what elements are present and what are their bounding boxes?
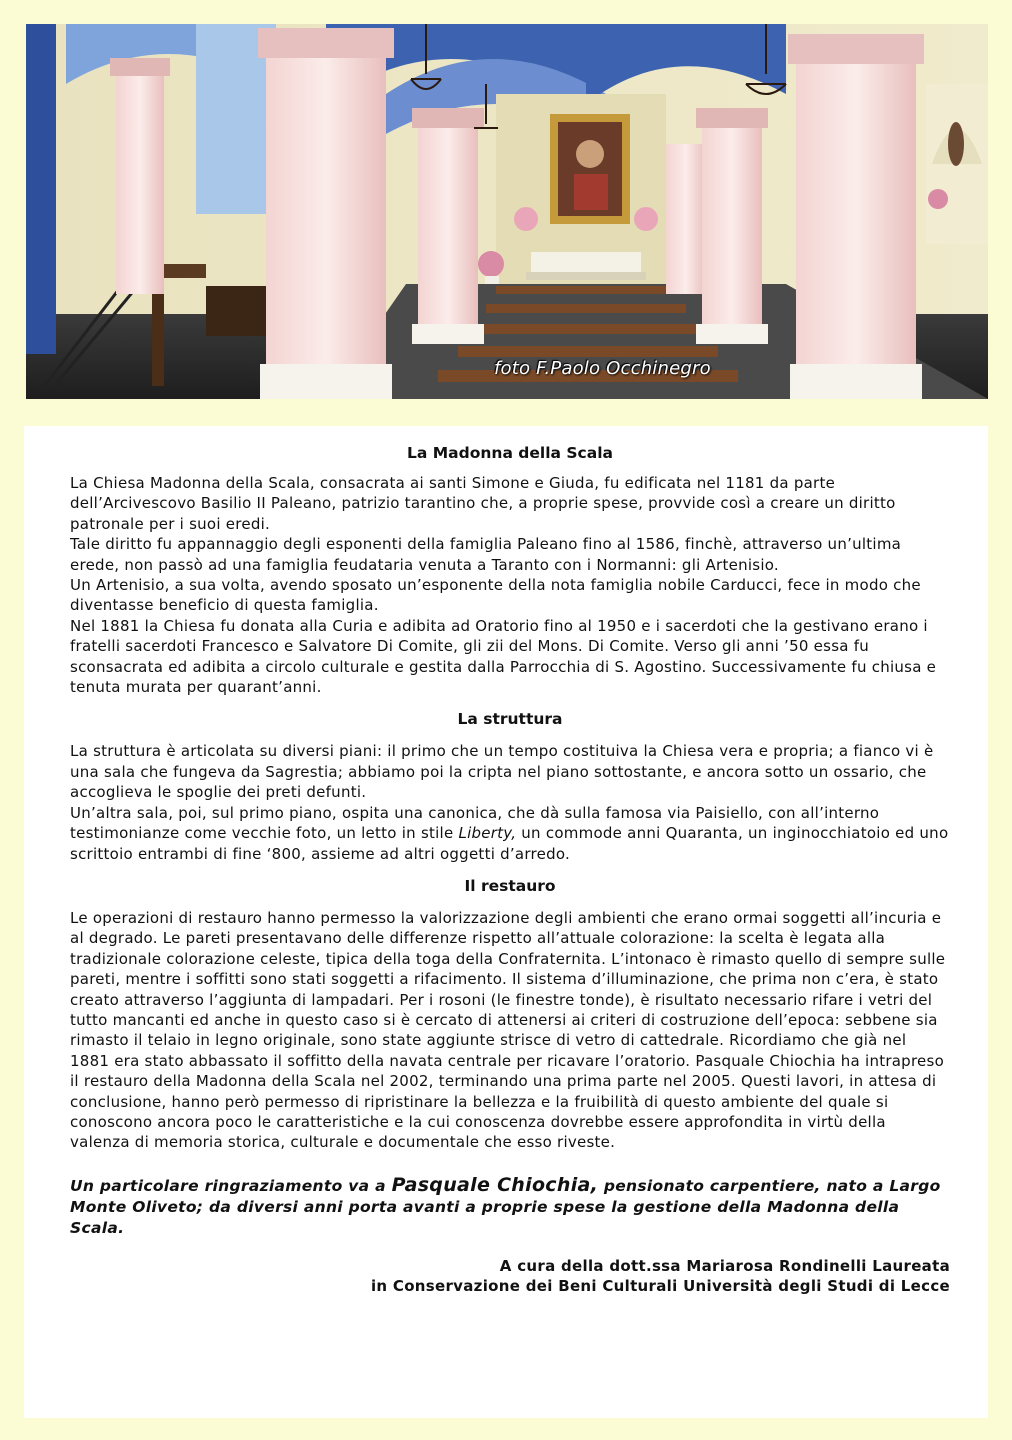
signature-line-1: A cura della dott.ssa Mariarosa Rondinelli Laureata [499, 1256, 950, 1275]
restoration-heading: Il restauro [464, 876, 556, 895]
intro-paragraph-4: Nel 1881 la Chiesa fu donata alla Curia e adibita ad Oratorio fino al 1950 e i sacerdoti che la gestivano erano i fratelli sacerdoti Francesco e Salvatore Di Comite, gli zii del Mons. Di Comite. Verso gli anni ’50 essa fu sconsacrata ed adibita a circolo culturale e gestita dalla Parrocchia di S. Agostino. Successivamente fu chiusa e tenuta murata per quarant’anni. [70, 616, 937, 697]
structure-paragraph-1: La struttura è articolata su diversi piani: il primo che un tempo costituiva la Chiesa vera e propria; a fianco vi è una sala che fungeva da Sagrestia; abbiamo poi la cripta nel piano sottostante, e ancora sotto un ossario, che accoglieva le spoglie dei preti defunti. [70, 742, 934, 802]
thanks-after: pensionato carpentiere, nato a Largo Monte Oliveto; da diversi anni porta avanti a proprie spese la gestione della Madonna della Scala. [70, 1176, 941, 1237]
intro-paragraph-1: La Chiesa Madonna della Scala, consacrata ai santi Simone e Giuda, fu edificata nel 1181 da parte dell’Arcivescovo Basilio II Paleano, patrizio tarantino che, a proprie spese, provvide così a creare un diritto patronale per i suoi eredi. [70, 474, 896, 533]
liberty-italic: Liberty, [458, 824, 517, 843]
article-panel [24, 426, 988, 1418]
structure-paragraph-2 [70, 803, 950, 864]
restoration-paragraph: Le operazioni di restauro hanno permesso la valorizzazione degli ambienti che erano ormai soggetti all’incuria e al degrado. Le pareti presentavano delle differenze rispetto all’attuale colorazione: la scelta è legata alla tradizionale colorazione celeste, tipica della toga della Confraternita. L’intonaco è rimasto quello di sempre sulle pareti, mentre i soffitti sono stati soggetti a rifacimento. Il sistema d’illuminazione, che prima non c’era, è stato creato attraverso l’aggiunta di lampadari. Per i rosoni (le finestre tonde), è risultato necessario rifare i vetri del tutto mancanti ed anche in questo caso si è cercato di attenersi ai criteri di costruzione dell’epoca: sebbene sia rimasto il telaio in legno originale, sono state aggiunte strisce di vetro di cattedrale. Ricordiamo che già nel 1881 era stato abbassato il soffitto della navata centrale per ricavare l’oratorio. Pasquale Chiochia ha intrapreso il restauro della Madonna della Scala nel 2002, terminando una prima parte nel 2005. Questi lavori, in attesa di conclusione, hanno però permesso di ripristinare la bellezza e la fruibilità di questo ambiente del quale si conoscono ancora poco le caratteristiche e la cui conoscenza dovrebbe essere approfondita in virtù della valenza di memoria storica, culturale e documentale che esso riveste. [70, 908, 946, 1152]
intro-paragraph-2: Tale diritto fu appannaggio degli esponenti della famiglia Paleano fino al 1586, finchè, attraverso un’ultima erede, non passò ad una famiglia feudataria venuta a Taranto con i Normanni: gli Artenisio. [70, 535, 902, 574]
signature-line-2: in Conservazione dei Beni Culturali Università degli Studi di Lecce [370, 1276, 950, 1295]
photo-credit: foto F.Paolo Occhinegro [494, 358, 711, 379]
structure-heading: La struttura [457, 710, 563, 729]
intro-paragraph-3: Un Artenisio, a sua volta, avendo sposato un’esponente della nota famiglia nobile Carducci, fece in modo che diventasse beneficio di questa famiglia. [70, 576, 921, 615]
church-interior-illustration [26, 24, 988, 399]
structure-text-after: un commode anni Quaranta, un inginocchiatoio ed uno scrittoio entrambi di fine ‘800, assieme ad altri oggetti d’arredo. [70, 824, 949, 863]
thanks-name: Pasquale Chiochia, [391, 1173, 599, 1196]
thanks-before: Un particolare ringraziamento va a [70, 1176, 392, 1195]
author-signature [70, 1256, 950, 1296]
article-title: La Madonna della Scala [407, 444, 613, 462]
article-content [70, 426, 950, 1296]
acknowledgement [70, 1175, 950, 1239]
structure-text-before: Un’altra sala, poi, sul primo piano, ospita una canonica, che dà sulla famosa via Paisiello, con all’interno testimonianze come vecchie foto, un letto in stile [70, 803, 880, 843]
church-interior-photo [26, 24, 988, 399]
